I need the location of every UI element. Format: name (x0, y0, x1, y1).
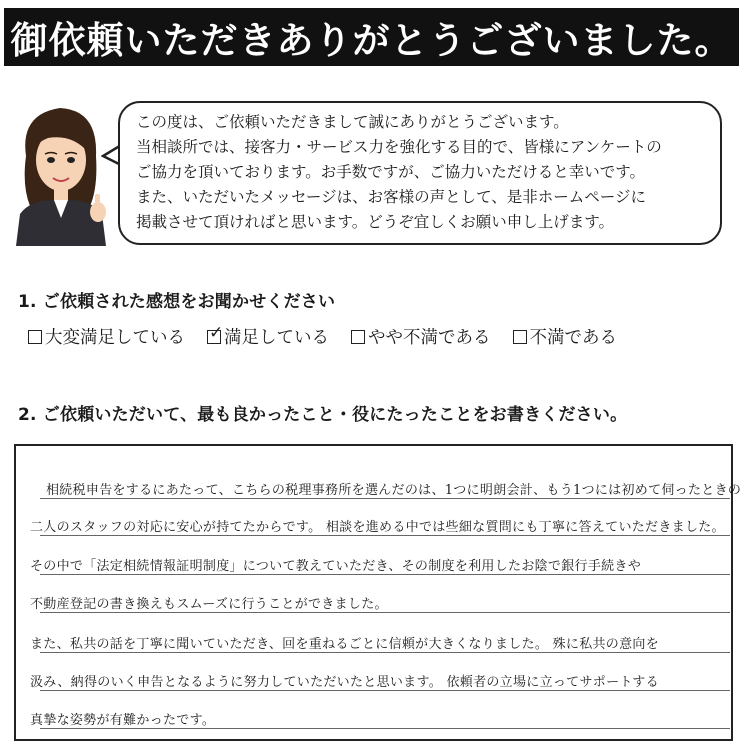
option-label: 不満である (529, 328, 617, 348)
option-somewhat-dissatisfied[interactable] (351, 324, 491, 349)
handwritten-answer-line: その中で「法定相続情報証明制度」について教えていただき、その制度を利用したお陰で銀行手続きや (30, 559, 642, 574)
handwritten-answer-line: また、私共の話を丁寧に聞いていただき、回を重ねるごとに信頼が大きくなりました。 殊に私共の意向を (30, 637, 660, 652)
checkbox[interactable] (513, 330, 527, 344)
checkbox-checked[interactable] (207, 322, 224, 344)
handwritten-answer-line: 汲み、納得のいく申告となるように努力していただいたと思います。 依頼者の立場に立ってサポートする (30, 675, 659, 690)
handwritten-answer-line: 二人のスタッフの対応に安心が持てたからです。 相談を進める中では些細な質問にも丁寧に答えていただきました。 (30, 520, 725, 535)
answer-box (14, 444, 742, 741)
option-very-satisfied[interactable] (28, 324, 185, 349)
intro-line: 掲載させて頂ければと思います。どうぞ宜しくお願い申し上げます。 (136, 213, 615, 231)
ruled-line (40, 535, 730, 536)
ruled-line (40, 612, 730, 613)
checkmark-icon: ✓ (209, 322, 224, 343)
consultant-avatar-illustration (6, 96, 114, 246)
ruled-line (40, 690, 730, 691)
ruled-line (40, 498, 730, 499)
thank-you-header (4, 8, 739, 66)
option-label: 大変満足している (45, 328, 185, 348)
option-satisfied[interactable] (207, 324, 329, 349)
option-dissatisfied[interactable] (513, 324, 618, 349)
intro-line: 当相談所では、接客力・サービス力を強化する目的で、皆様にアンケートの (136, 138, 662, 156)
question-2-title: 2. ご依頼いただいて、最も良かったこと・役にたったことをお書きください。 (18, 405, 628, 425)
ruled-line (40, 728, 730, 729)
ruled-line (40, 652, 730, 653)
header-title: 御依頼いただきありがとうございました。 (10, 19, 733, 62)
option-label: やや不満である (368, 328, 491, 348)
ruled-line (40, 574, 730, 575)
intro-message (136, 110, 716, 235)
checkbox[interactable] (351, 330, 365, 344)
handwritten-answer-line: 不動産登記の書き換えもスムーズに行うことができました。 (30, 597, 388, 612)
satisfaction-options (28, 324, 617, 349)
intro-line: ご協力を頂いております。お手数ですが、ご協力いただけると幸いです。 (136, 163, 646, 181)
checkbox[interactable] (28, 330, 42, 344)
option-label: 満足している (224, 328, 329, 348)
intro-line: この度は、ご依頼いただきまして誠にありがとうございます。 (136, 113, 569, 131)
handwritten-answer-line: 相続税申告をするにあたって、こちらの税理事務所を選んだのは、1つに明朗会計、もう1つには初めて伺ったときの (46, 483, 742, 498)
question-1-title: 1. ご依頼された感想をお聞かせください (18, 292, 336, 312)
handwritten-answer-line: 真摯な姿勢が有難かったです。 (30, 713, 216, 728)
intro-line: また、いただいたメッセージは、お客様の声として、是非ホームページに (136, 188, 646, 206)
